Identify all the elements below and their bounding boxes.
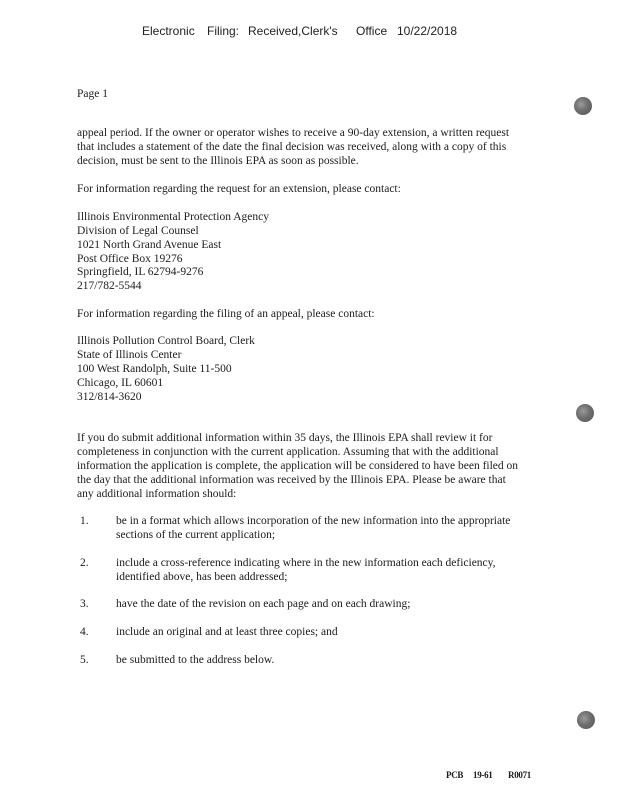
info-line: the day that the additional information was received by the Illinois EPA. Please be aware that (77, 474, 506, 486)
stamp-filing: Filing: (207, 24, 240, 38)
info-line: completeness in conjunction with the current application. Assuming that with the additional (77, 446, 499, 458)
address-line: Chicago, IL 60601 (77, 377, 164, 389)
intro-line: that includes a statement of the date the final decision was received, along with a copy of this (77, 141, 507, 153)
address-line: Illinois Environmental Protection Agency (77, 211, 269, 223)
footer-case-number: 19-61 (473, 770, 493, 780)
list-item: be submitted to the address below. (116, 654, 275, 666)
electronic-filing-stamp (0, 24, 617, 40)
list-number: 2. (80, 557, 89, 569)
extension-heading: For information regarding the request for an extension, please contact: (77, 183, 401, 195)
phone-line: 217/782-5544 (77, 280, 142, 292)
list-item: sections of the current application; (116, 529, 276, 541)
footer-pcb: PCB (446, 770, 464, 780)
phone-line: 312/814-3620 (77, 391, 142, 403)
page-label: Page 1 (77, 88, 108, 100)
list-item: include an original and at least three copies; and (116, 626, 338, 638)
list-item: identified above, has been addressed; (116, 571, 288, 583)
stamp-office: Office (356, 24, 388, 38)
address-line: State of Illinois Center (77, 349, 182, 361)
punch-hole-icon (577, 711, 595, 729)
footer-record-number: R0071 (508, 770, 531, 780)
stamp-date: 10/22/2018 (397, 24, 458, 38)
intro-line: appeal period. If the owner or operator wishes to receive a 90-day extension, a written request (77, 127, 510, 139)
info-line: any additional information should: (77, 488, 237, 500)
list-item: be in a format which allows incorporation of the new information into the appropriate (116, 515, 511, 527)
list-item: include a cross-reference indicating where in the new information each deficiency, (116, 557, 496, 569)
punch-hole-icon (576, 404, 594, 422)
list-number: 3. (80, 598, 89, 610)
punch-hole-icon (574, 97, 592, 115)
info-line: If you do submit additional information within 35 days, the Illinois EPA shall review it for (77, 432, 493, 444)
list-number: 1. (80, 515, 89, 527)
address-line: Post Office Box 19276 (77, 253, 183, 265)
info-line: information the application is complete, the application will be considered to have been filed on (77, 460, 519, 472)
stamp-received: Received,Clerk's (248, 24, 338, 38)
appeal-heading: For information regarding the filing of an appeal, please contact: (77, 308, 375, 320)
intro-line: decision, must be sent to the Illinois EPA as soon as possible. (77, 155, 359, 167)
stamp-electronic: Electronic (142, 24, 195, 38)
address-line: 1021 North Grand Avenue East (77, 239, 222, 251)
address-line: 100 West Randolph, Suite 11-500 (77, 363, 232, 375)
address-line: Division of Legal Counsel (77, 225, 199, 237)
address-line: Illinois Pollution Control Board, Clerk (77, 335, 255, 347)
list-number: 4. (80, 626, 89, 638)
list-item: have the date of the revision on each page and on each drawing; (116, 598, 411, 610)
list-number: 5. (80, 654, 89, 666)
address-line: Springfield, IL 62794-9276 (77, 266, 204, 278)
